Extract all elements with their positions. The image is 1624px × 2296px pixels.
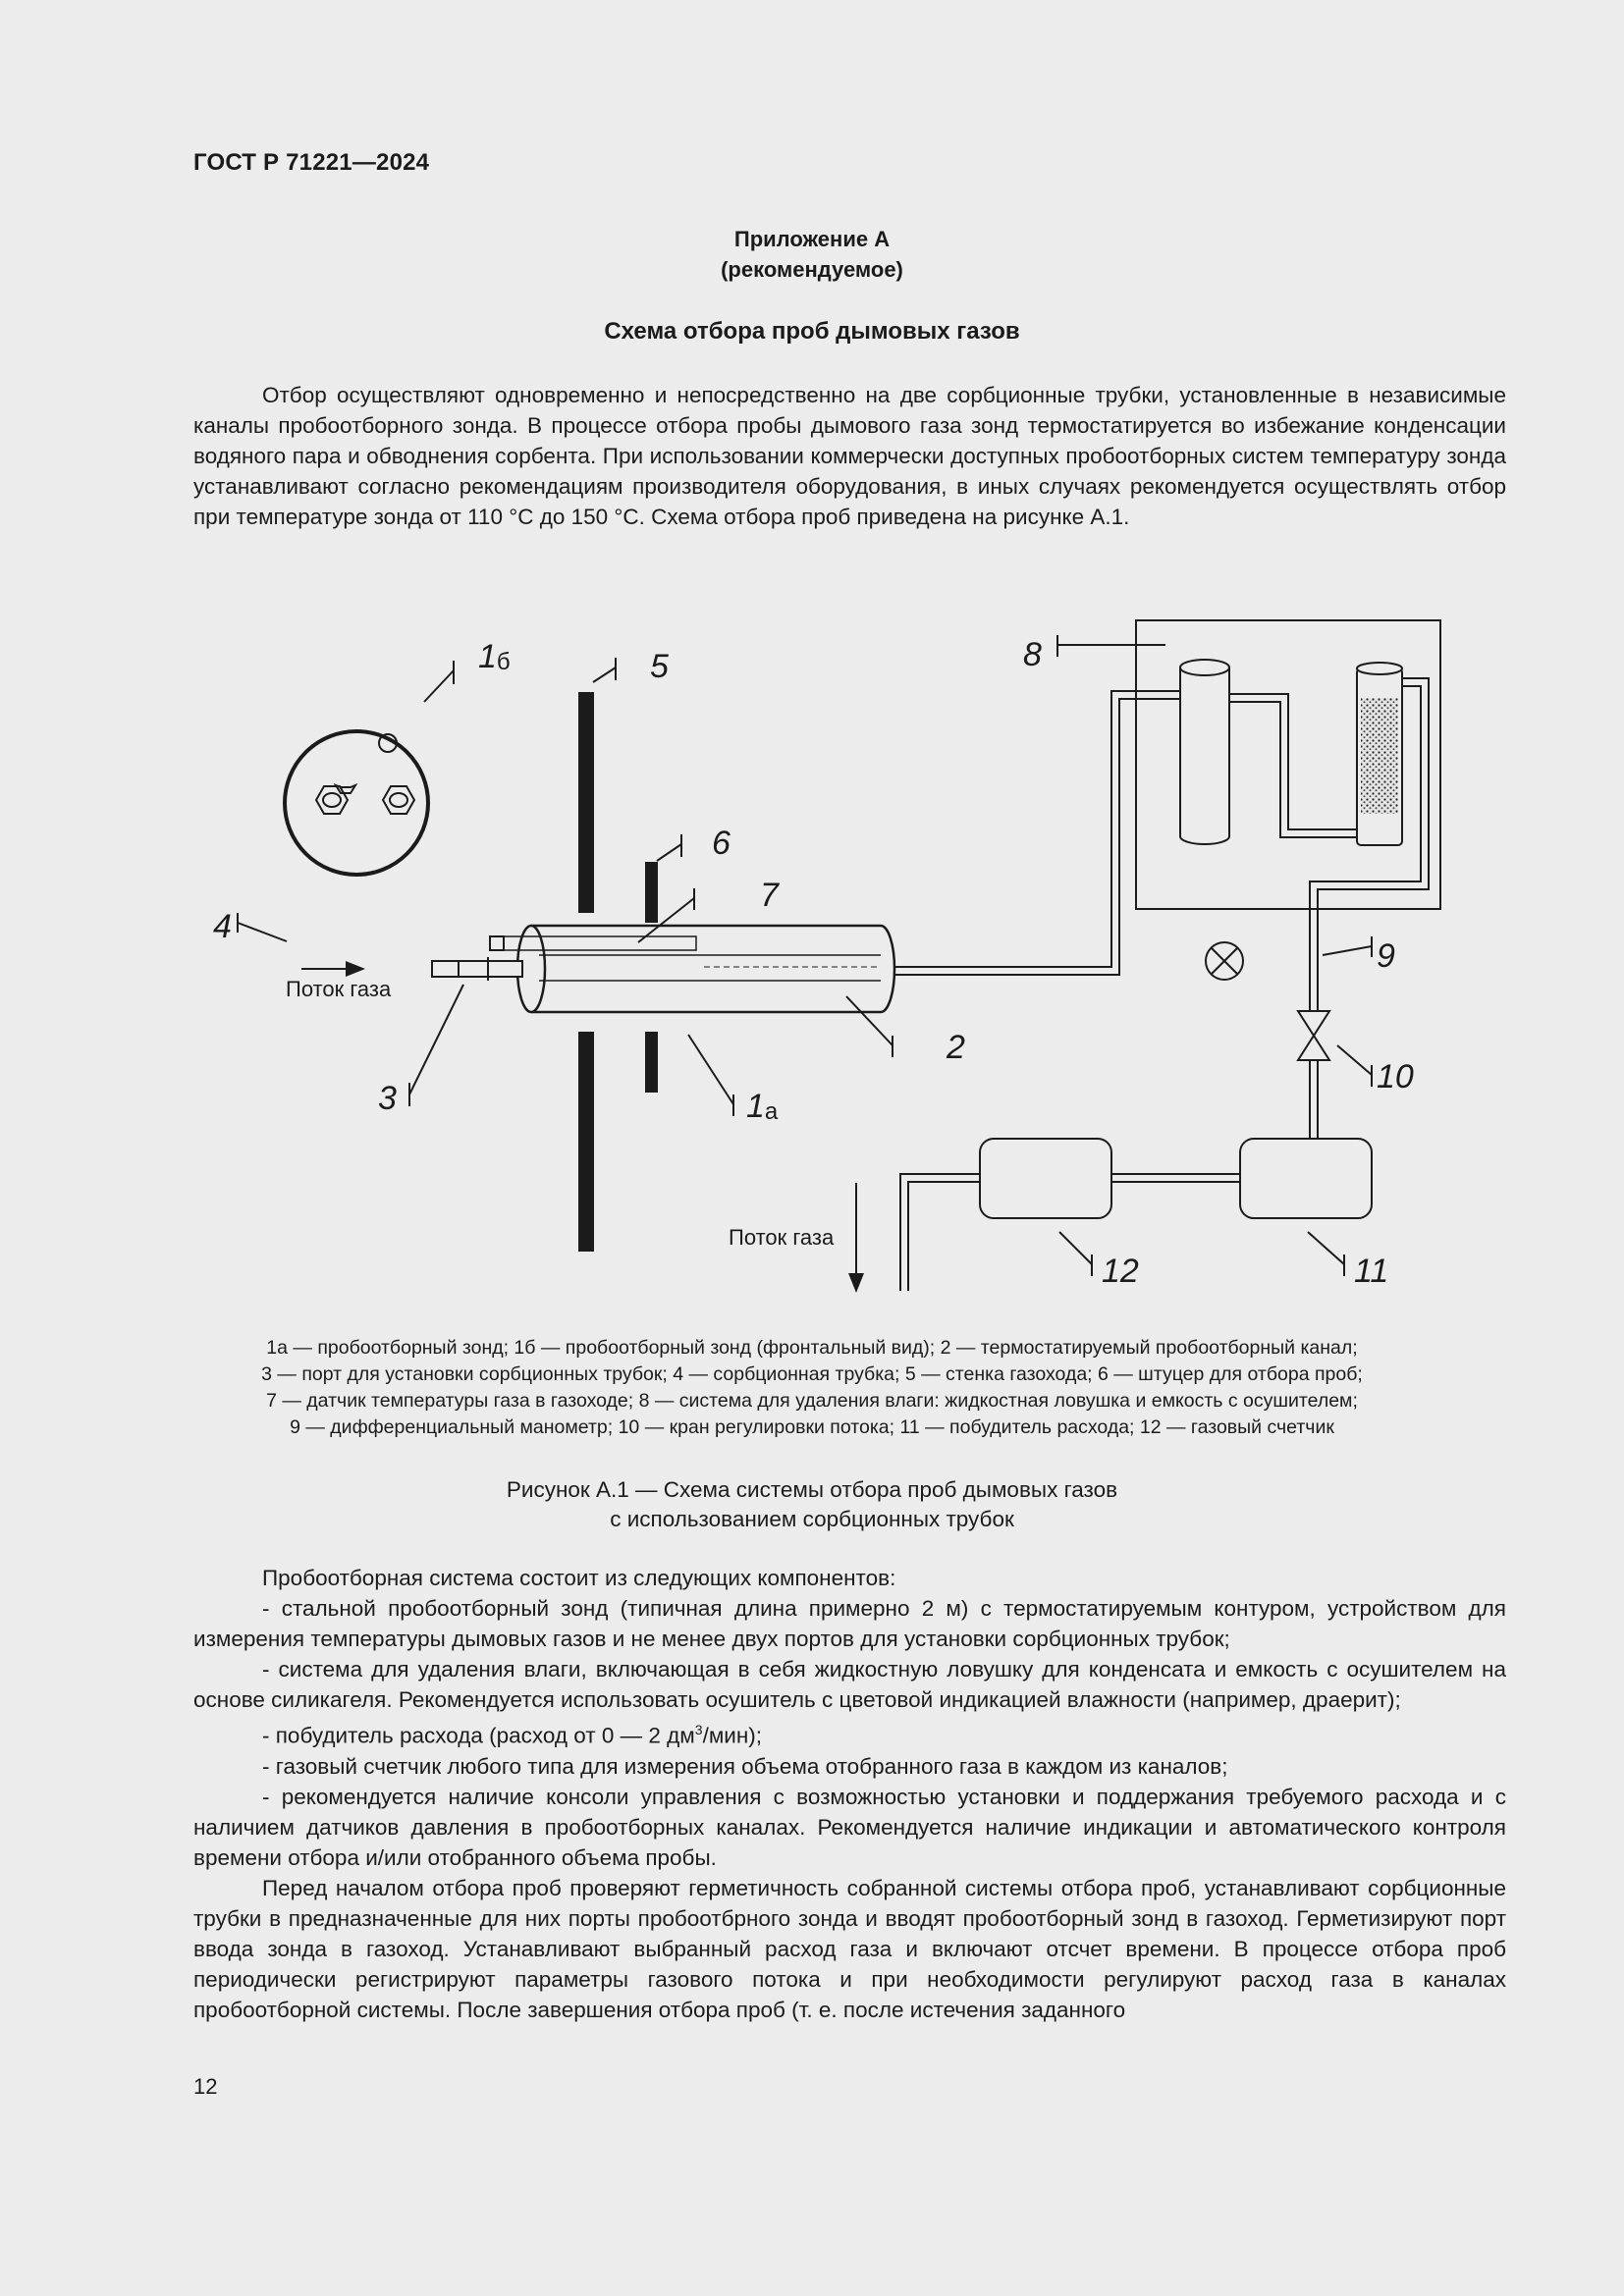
- label-3: 3: [378, 1080, 397, 1117]
- sampling-fitting-top: [646, 863, 657, 922]
- section-title: Схема отбора проб дымовых газов: [604, 318, 1020, 345]
- label-8: 8: [1023, 636, 1042, 673]
- appendix-subtitle: (рекомендуемое): [721, 257, 903, 282]
- component-item: - рекомендуется наличие консоли управления с возможностью установки и поддержания требуемого расхода и с наличием датчиков давления в пробоотборных каналах. Рекомендуется наличие индикации и автоматического контроля времени отбора и/или отобранного объема пробы.: [193, 1784, 1506, 1870]
- label-5: 5: [650, 648, 669, 685]
- gas-flow-label-bottom: Поток газа: [729, 1225, 835, 1250]
- sorption-tube: [432, 961, 522, 977]
- label-1a: $1_а$: [746, 1088, 779, 1125]
- component-item: - система для удаления влаги, включающая в себя жидкостную ловушку для конденсата и емкость с осушителем на основе силикагеля. Рекомендуется использовать осушитель с цветовой индикацией влажности (например, драерит);: [193, 1657, 1506, 1712]
- probe-body: [531, 926, 894, 1012]
- liquid-trap: [1180, 667, 1229, 844]
- components-intro: Пробоотборная система состоит из следующих компонентов:: [262, 1566, 896, 1590]
- caption-line-2: с использованием сорбционных трубок: [610, 1507, 1014, 1531]
- differential-manometer: [1206, 942, 1243, 980]
- label-7: 7: [760, 877, 779, 914]
- flow-control-valve: [1298, 1011, 1329, 1060]
- label-4: 4: [213, 908, 232, 945]
- sampling-fitting-bottom: [646, 1033, 657, 1092]
- front-port-left: [316, 786, 348, 814]
- legend-line: 1а — пробоотборный зонд; 1б — пробоотборный зонд (фронтальный вид); 2 — термостатируемый пробоотборный канал;: [266, 1337, 1358, 1359]
- diagram-drawing: [193, 604, 1506, 1301]
- legend-line: 7 — датчик температуры газа в газоходе; 8 — система для удаления влаги: жидкостная ловушка и емкость с осушителем;: [266, 1390, 1358, 1412]
- appendix-title: Приложение А: [733, 227, 891, 251]
- duct-wall-bottom: [579, 1033, 593, 1251]
- procedure-paragraph: Перед началом отбора проб проверяют герметичность собранной системы отбора проб, устанавливают сорбционные трубки в предназначенные для них порты пробоотбрного зонда и вводят пробоотборный зонд в газоход. Герметизируют порт ввода зонда в газоход. Устанавливают выбранный расход газа и включают отсчет времени. В процессе отбора проб периодически регистрируют параметры газового потока и при необходимости регулируют расход газа в каналах пробоотборной системы. После завершения отбора проб (т. е. после истечения заданного: [193, 1875, 1506, 2022]
- label-1b: $1_б$: [478, 638, 511, 675]
- components-section: [193, 1563, 1506, 2025]
- label-10: 10: [1377, 1058, 1414, 1095]
- component-item: - газовый счетчик любого типа для измерения объема отобранного газа в каждом из каналов;: [262, 1753, 1228, 1779]
- intro-section: [193, 380, 1506, 532]
- sampling-system-diagram: [193, 604, 1506, 1301]
- gas-meter: [980, 1139, 1111, 1218]
- component-item: - стальной пробоотборный зонд (типичная длина примерно 2 м) с термостатируемым контуром, устройством для измерения температуры дымовых газов и не менее двух портов для установки сорбционных трубок;: [193, 1596, 1506, 1651]
- label-9: 9: [1377, 937, 1395, 975]
- label-11: 11: [1354, 1253, 1389, 1290]
- component-item: - побудитель расхода (расход от 0 — 2 $дм^3/мин$);: [262, 1722, 763, 1748]
- figure-caption: [0, 1475, 1624, 1534]
- appendix-heading: [0, 224, 1624, 285]
- legend-line: 9 — дифференциальный манометр; 10 — кран регулировки потока; 11 — побудитель расхода; 12 — газовый счетчик: [290, 1416, 1334, 1438]
- label-6: 6: [712, 825, 731, 862]
- intro-paragraph: Отбор осуществляют одновременно и непосредственно на две сорбционные трубки, установленные в независимые каналы пробоотборного зонда. В процессе отбора пробы дымового газа зонд термостатируется во избежание конденсации водяного пара и обводнения сорбента. При использовании коммерчески доступных пробоотборных систем температуру зонда устанавливают согласно рекомендациям производителя оборудования, в иных случаях рекомендуется осуществлять отбор при температуре зонда от 110 °С до 150 °С. Схема отбора проб приведена на рисунке А.1.: [193, 383, 1506, 529]
- label-12: 12: [1102, 1253, 1139, 1290]
- legend-line: 3 — порт для установки сорбционных трубок; 4 — сорбционная трубка; 5 — стенка газохода; 6 — штуцер для отбора проб;: [261, 1363, 1363, 1385]
- gas-flow-label-left: Поток газа: [286, 977, 392, 1001]
- figure-legend: [157, 1335, 1467, 1441]
- document-header: ГОСТ Р 71221—2024: [193, 149, 430, 176]
- front-port-right: [383, 786, 414, 814]
- label-2: 2: [947, 1029, 965, 1066]
- page-number: 12: [193, 2074, 218, 2099]
- flow-inducer: [1240, 1139, 1372, 1218]
- duct-wall-top: [579, 693, 593, 912]
- caption-line-1: Рисунок А.1 — Схема системы отбора проб дымовых газов: [506, 1477, 1118, 1502]
